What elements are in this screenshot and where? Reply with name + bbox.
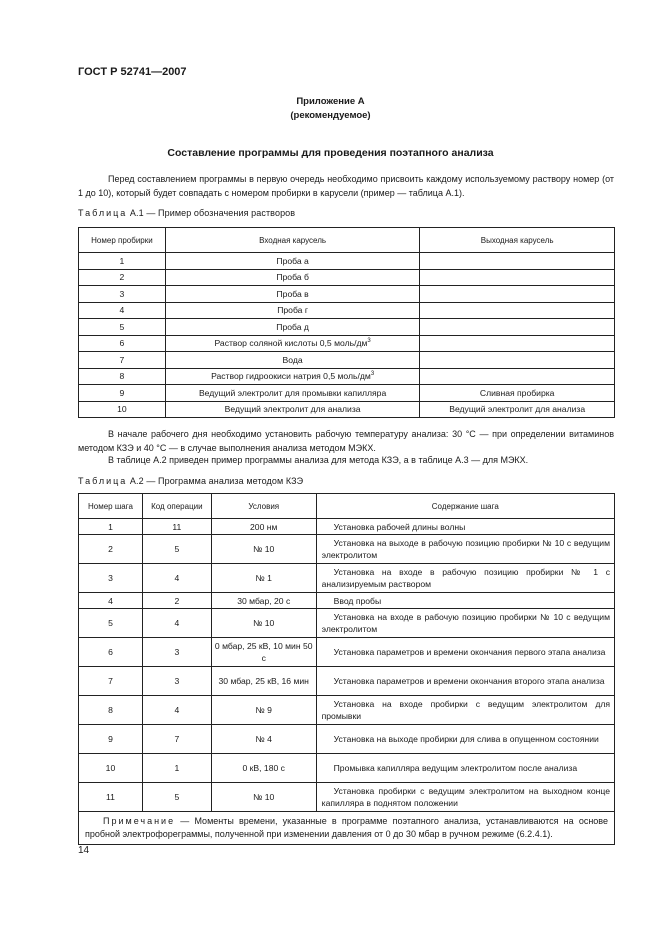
table2-header: Номер шага (79, 494, 143, 519)
table-row: 3 4 № 1 Установка на входе в рабочую позицию пробирки № 1 с анализируемым раствором (79, 564, 615, 593)
table2 (78, 493, 615, 845)
tables-reference-paragraph: В таблице А.2 приведен пример программы анализа для метода КЗЭ, а в таблице А.3 — для МЭКХ. (108, 455, 529, 465)
table-row: 7 3 30 мбар, 25 кВ, 16 мин Установка параметров и времени окончания второго этапа анализа (79, 667, 615, 696)
table-row: 11 5 № 10 Установка пробирки с ведущим электролитом на выходном конце капилляра в поднятом положении (79, 783, 615, 812)
page-number: 14 (78, 845, 90, 856)
table1 (78, 227, 615, 418)
appendix-title: Приложение А (296, 96, 365, 107)
table2-note-row (79, 812, 615, 845)
table-row: 8 Раствор гидроокиси натрия 0,5 моль/$дм^3$ (79, 368, 615, 385)
table-row: 8 4 № 9 Установка на входе пробирки с ведущим электролитом для промывки (79, 696, 615, 725)
table2-header-row (79, 494, 615, 519)
table2-note: Примечание — Моменты времени, указанные в программе поэтапного анализа, устанавливаются на основе пробной электрофореграммы, полученной при изменении давления от 0 до 30 мбар в ручном режиме (6.2.4.1). (79, 812, 615, 845)
table-row: 5 Проба д (79, 319, 615, 336)
table-row: 4 Проба г (79, 302, 615, 319)
document-id: ГОСТ Р 52741—2007 (78, 66, 187, 78)
table-row: 9 Ведущий электролит для промывки капилляра Сливная пробирка (79, 385, 615, 402)
table-row: 5 4 № 10 Установка на входе в рабочую позицию пробирки № 10 с ведущим электролитом (79, 609, 615, 638)
table-row: 2 Проба б (79, 269, 615, 286)
table-row: 1 Проба а (79, 253, 615, 270)
table-row: 6 3 0 мбар, 25 кВ, 10 мин 50 с Установка параметров и времени окончания первого этапа анализа (79, 638, 615, 667)
table2-caption: Таблица А.2 — Программа анализа методом КЗЭ (78, 476, 304, 486)
temperature-paragraph: В начале рабочего дня необходимо установить рабочую температуру анализа: 30 °С — при определении витаминов методом КЗЭ и 40 °С — в случае выполнения анализа методом МЭКХ. (78, 429, 614, 453)
table-row: 10 Ведущий электролит для анализа Ведущий электролит для анализа (79, 401, 615, 418)
appendix-subtitle: (рекомендуемое) (290, 110, 371, 121)
table1-header: Выходная карусель (420, 228, 615, 253)
table2-header: Содержание шага (316, 494, 614, 519)
table1-caption: Таблица А.1 — Пример обозначения растворов (78, 208, 296, 218)
table-row: 7 Вода (79, 352, 615, 369)
table1-header: Входная карусель (165, 228, 419, 253)
table-row: 10 1 0 кВ, 180 с Промывка капилляра ведущим электролитом после анализа (79, 754, 615, 783)
table2-header: Условия (211, 494, 316, 519)
superscript-3: 3 (367, 338, 371, 345)
section-title: Составление программы для проведения поэтапного анализа (167, 147, 494, 159)
table-row: 9 7 № 4 Установка на выходе пробирки для слива в опущенном состоянии (79, 725, 615, 754)
table-row: 4 2 30 мбар, 20 с Ввод пробы (79, 593, 615, 609)
table1-header: Номер пробирки (79, 228, 166, 253)
table-row: 6 Раствор соляной кислоты 0,5 моль/$дм^3$ (79, 335, 615, 352)
superscript-3: 3 (370, 371, 375, 378)
table2-header: Код операции (142, 494, 211, 519)
table-row: 2 5 № 10 Установка на выходе в рабочую позицию пробирки № 10 с ведущим электролитом (79, 535, 615, 564)
intro-paragraph: Перед составлением программы в первую очередь необходимо присвоить каждому используемому раствору номер (от 1 до 10), который будет совпадать с номером пробирки в карусели (пример — таблица А.1). (78, 174, 614, 198)
table-row: 3 Проба в (79, 286, 615, 303)
table-row: 1 11 200 нм Установка рабочей длины волны (79, 519, 615, 535)
table1-header-row (79, 228, 615, 253)
